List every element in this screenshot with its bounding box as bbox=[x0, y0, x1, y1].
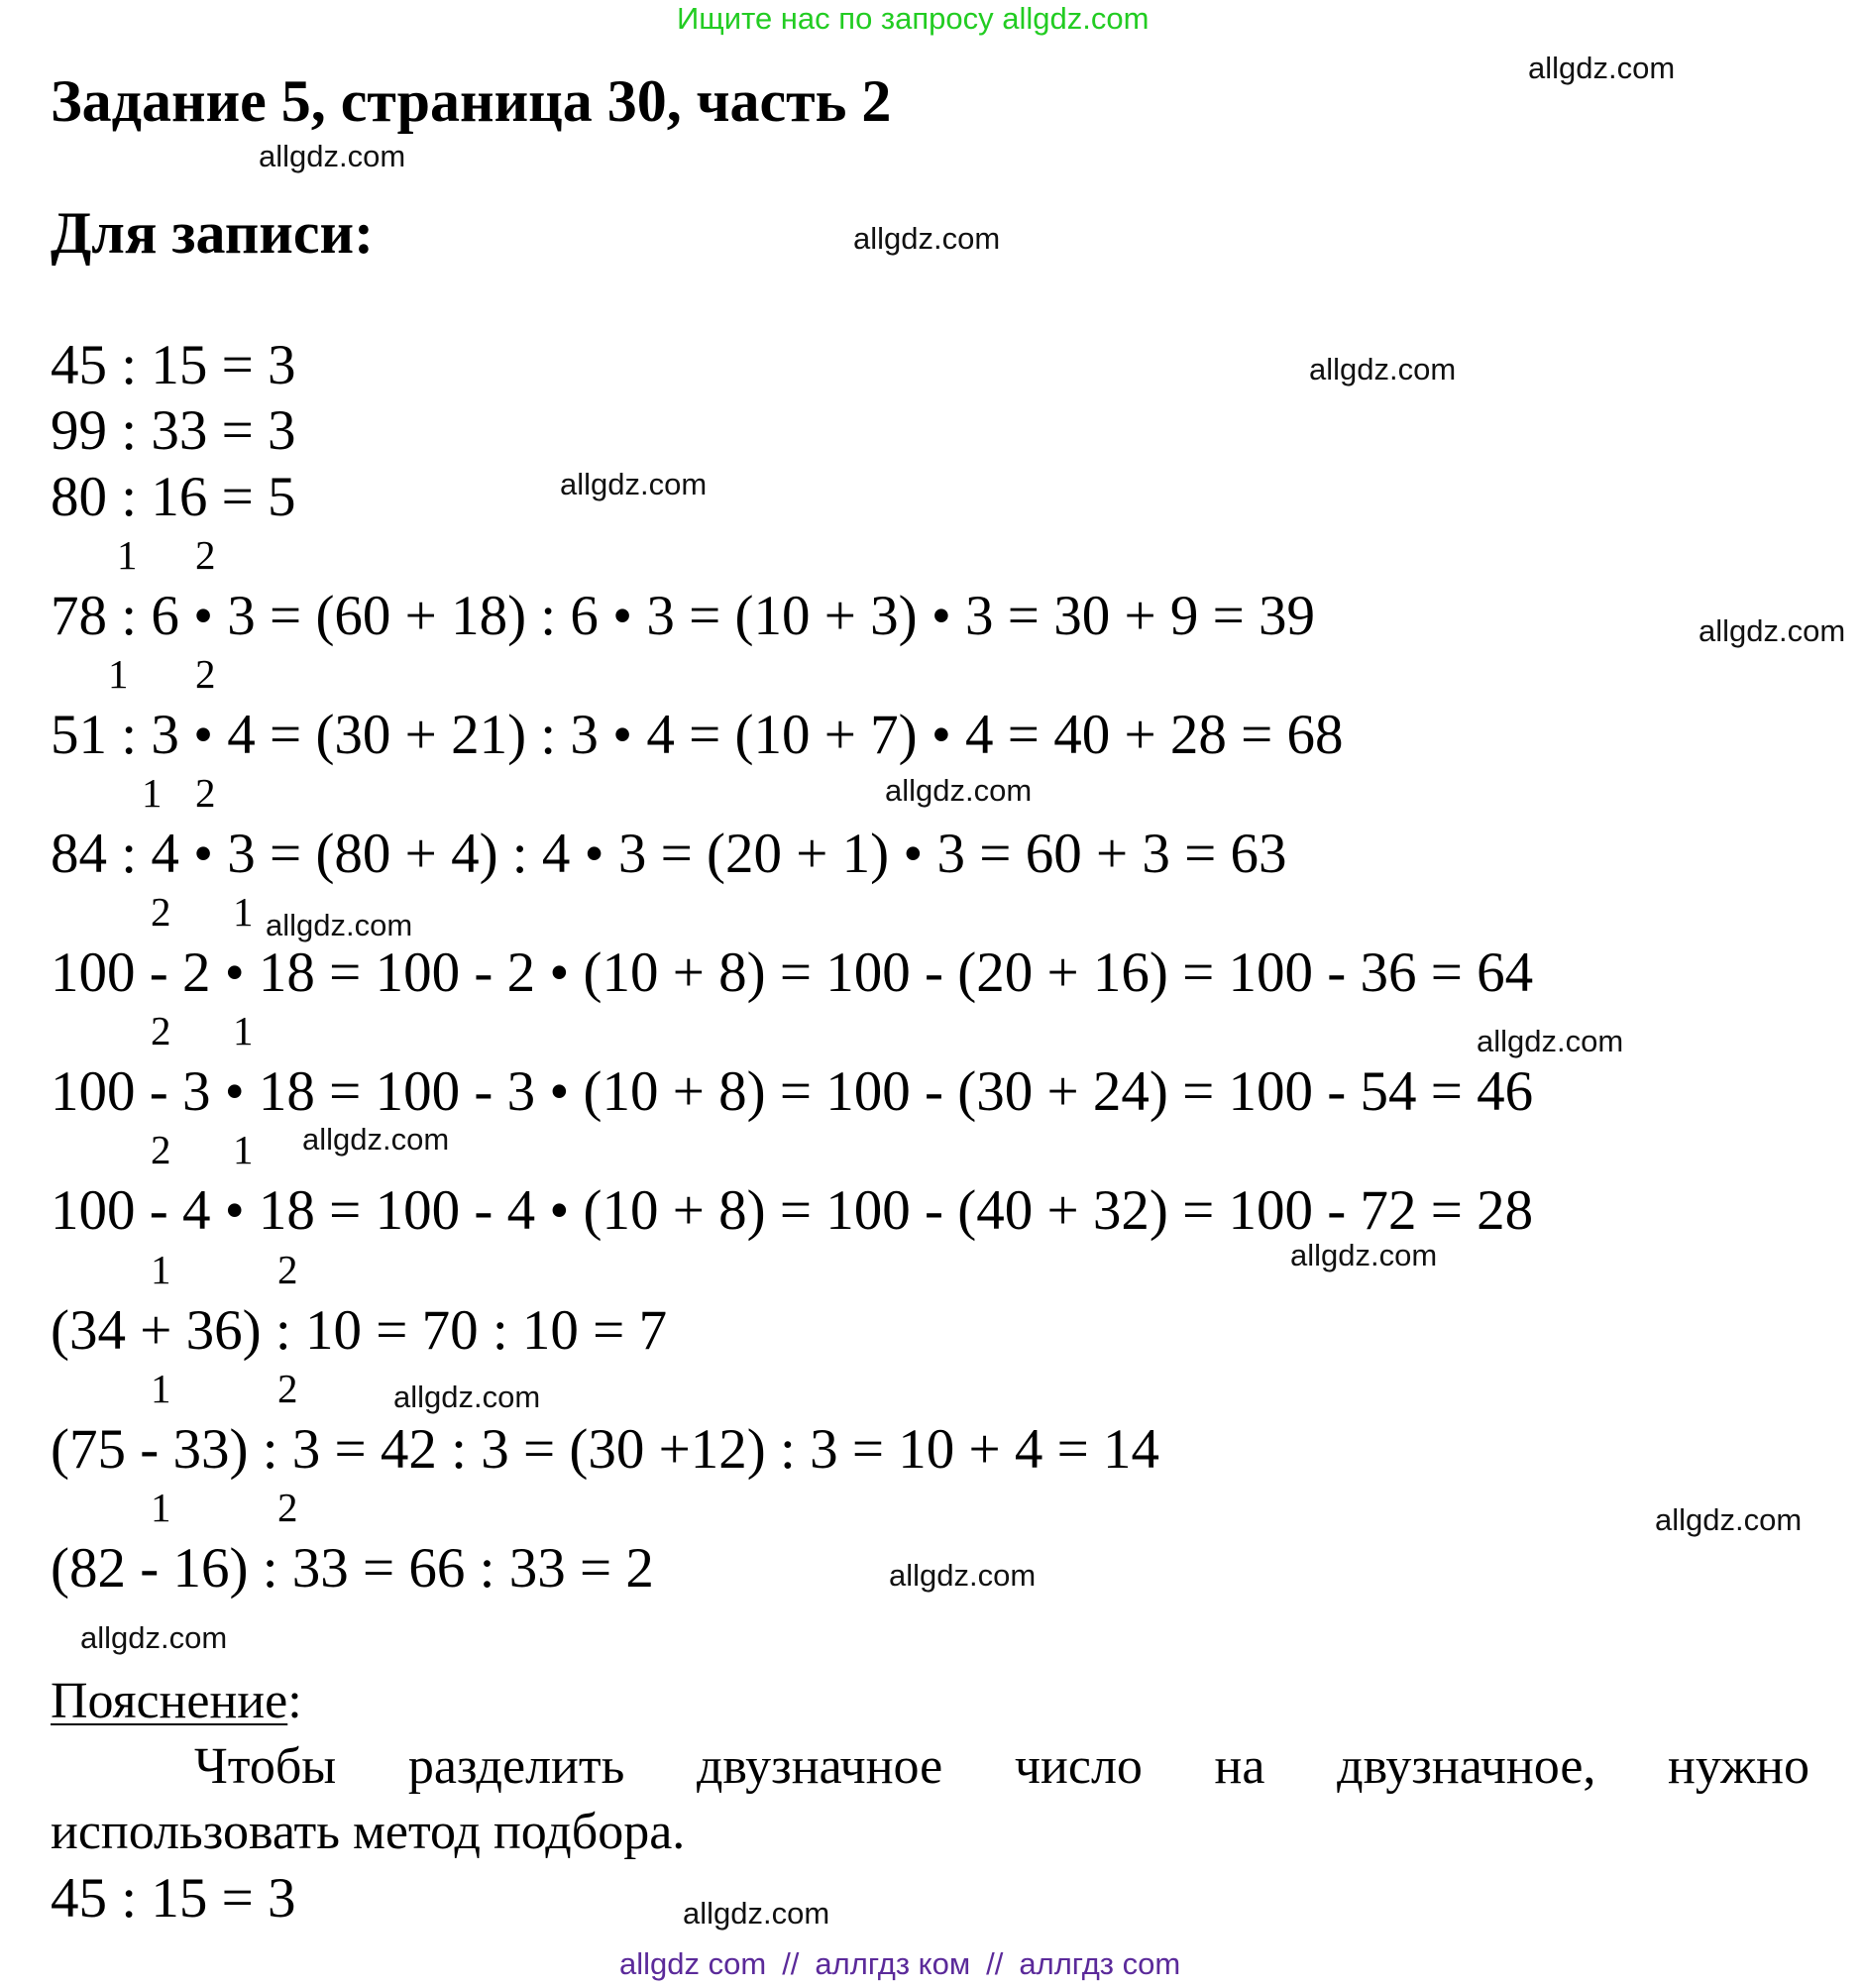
page-title: Задание 5, страница 30, часть 2 bbox=[51, 68, 892, 134]
order-mark: 1 bbox=[233, 1008, 254, 1053]
equation-9: 100 - 4 • 18 = 100 - 4 • (10 + 8) = 100 - (40 + 32) = 100 - 72 = 28 bbox=[51, 1179, 1534, 1242]
equation-4: 78 : 6 • 3 = (60 + 18) : 6 • 3 = (10 + 3) • 3 = 30 + 9 = 39 bbox=[51, 585, 1315, 647]
equation-11: (75 - 33) : 3 = 42 : 3 = (30 +12) : 3 = 10 + 4 = 14 bbox=[51, 1418, 1160, 1481]
equation-6: 84 : 4 • 3 = (80 + 4) : 4 • 3 = (20 + 1) • 3 = 60 + 3 = 63 bbox=[51, 823, 1287, 885]
order-mark: 1 bbox=[151, 1247, 171, 1292]
word: Чтобы bbox=[194, 1738, 337, 1795]
order-mark: 2 bbox=[277, 1247, 298, 1292]
watermark: allgdz.com bbox=[259, 139, 406, 173]
equation-10: (34 + 36) : 10 = 70 : 10 = 7 bbox=[51, 1299, 668, 1362]
order-mark: 2 bbox=[151, 1008, 171, 1053]
footer-link[interactable]: аллгдз ком bbox=[815, 1946, 971, 1981]
order-mark: 2 bbox=[195, 651, 216, 697]
watermark: allgdz.com bbox=[80, 1620, 228, 1655]
search-banner: Ищите нас по запросу allgdz.com bbox=[677, 1, 1150, 36]
explanation-example: 45 : 15 = 3 bbox=[51, 1867, 296, 1930]
word: нужно bbox=[1668, 1738, 1809, 1795]
explanation-heading: Пояснение bbox=[51, 1673, 288, 1729]
word: разделить bbox=[407, 1738, 625, 1795]
explanation-line-1 bbox=[51, 1738, 1809, 1795]
watermark: allgdz.com bbox=[885, 773, 1033, 808]
footer-separator: // bbox=[782, 1946, 800, 1981]
equation-1: 45 : 15 = 3 bbox=[51, 334, 296, 396]
order-mark: 1 bbox=[151, 1485, 171, 1530]
equation-7: 100 - 2 • 18 = 100 - 2 • (10 + 8) = 100 - (20 + 16) = 100 - 36 = 64 bbox=[51, 941, 1534, 1004]
watermark: allgdz.com bbox=[1699, 613, 1846, 648]
word: число bbox=[1014, 1738, 1143, 1795]
explanation-heading-row bbox=[51, 1673, 302, 1729]
order-mark: 1 bbox=[108, 651, 129, 697]
watermark: allgdz.com bbox=[560, 467, 708, 501]
equation-3: 80 : 16 = 5 bbox=[51, 466, 296, 528]
order-mark: 2 bbox=[151, 889, 171, 935]
word: двузначное bbox=[696, 1738, 943, 1795]
watermark: allgdz.com bbox=[889, 1558, 1037, 1593]
order-mark: 2 bbox=[277, 1485, 298, 1530]
word: двузначное, bbox=[1337, 1738, 1596, 1795]
equation-8: 100 - 3 • 18 = 100 - 3 • (10 + 8) = 100 - (30 + 24) = 100 - 54 = 46 bbox=[51, 1060, 1534, 1123]
watermark: allgdz.com bbox=[266, 908, 413, 942]
equation-12: (82 - 16) : 33 = 66 : 33 = 2 bbox=[51, 1537, 654, 1600]
section-subtitle: Для записи: bbox=[51, 200, 375, 266]
footer-separator: // bbox=[986, 1946, 1004, 1981]
watermark: allgdz.com bbox=[1477, 1024, 1624, 1058]
watermark: allgdz.com bbox=[1655, 1502, 1803, 1537]
order-mark: 1 bbox=[117, 532, 138, 578]
footer-link[interactable]: аллгдз com bbox=[1019, 1946, 1181, 1981]
watermark: allgdz.com bbox=[302, 1122, 450, 1157]
equation-2: 99 : 33 = 3 bbox=[51, 399, 296, 462]
watermark: allgdz.com bbox=[683, 1896, 830, 1931]
order-mark: 1 bbox=[233, 1127, 254, 1172]
watermark: allgdz.com bbox=[1309, 352, 1457, 387]
explanation-line-2: использовать метод подбора. bbox=[51, 1804, 686, 1860]
explanation-colon: : bbox=[287, 1673, 302, 1729]
word: на bbox=[1214, 1738, 1265, 1795]
footer-links bbox=[619, 1948, 1180, 1979]
order-mark: 2 bbox=[277, 1366, 298, 1411]
equation-5: 51 : 3 • 4 = (30 + 21) : 3 • 4 = (10 + 7) • 4 = 40 + 28 = 68 bbox=[51, 704, 1344, 766]
order-mark: 1 bbox=[233, 889, 254, 935]
watermark: allgdz.com bbox=[853, 221, 1001, 256]
order-mark: 1 bbox=[142, 770, 163, 816]
watermark: allgdz.com bbox=[1290, 1238, 1438, 1272]
order-mark: 2 bbox=[195, 532, 216, 578]
order-mark: 1 bbox=[151, 1366, 171, 1411]
footer-link[interactable]: allgdz com bbox=[619, 1946, 767, 1981]
watermark: allgdz.com bbox=[1528, 51, 1676, 85]
order-mark: 2 bbox=[151, 1127, 171, 1172]
order-mark: 2 bbox=[195, 770, 216, 816]
watermark: allgdz.com bbox=[393, 1380, 541, 1414]
